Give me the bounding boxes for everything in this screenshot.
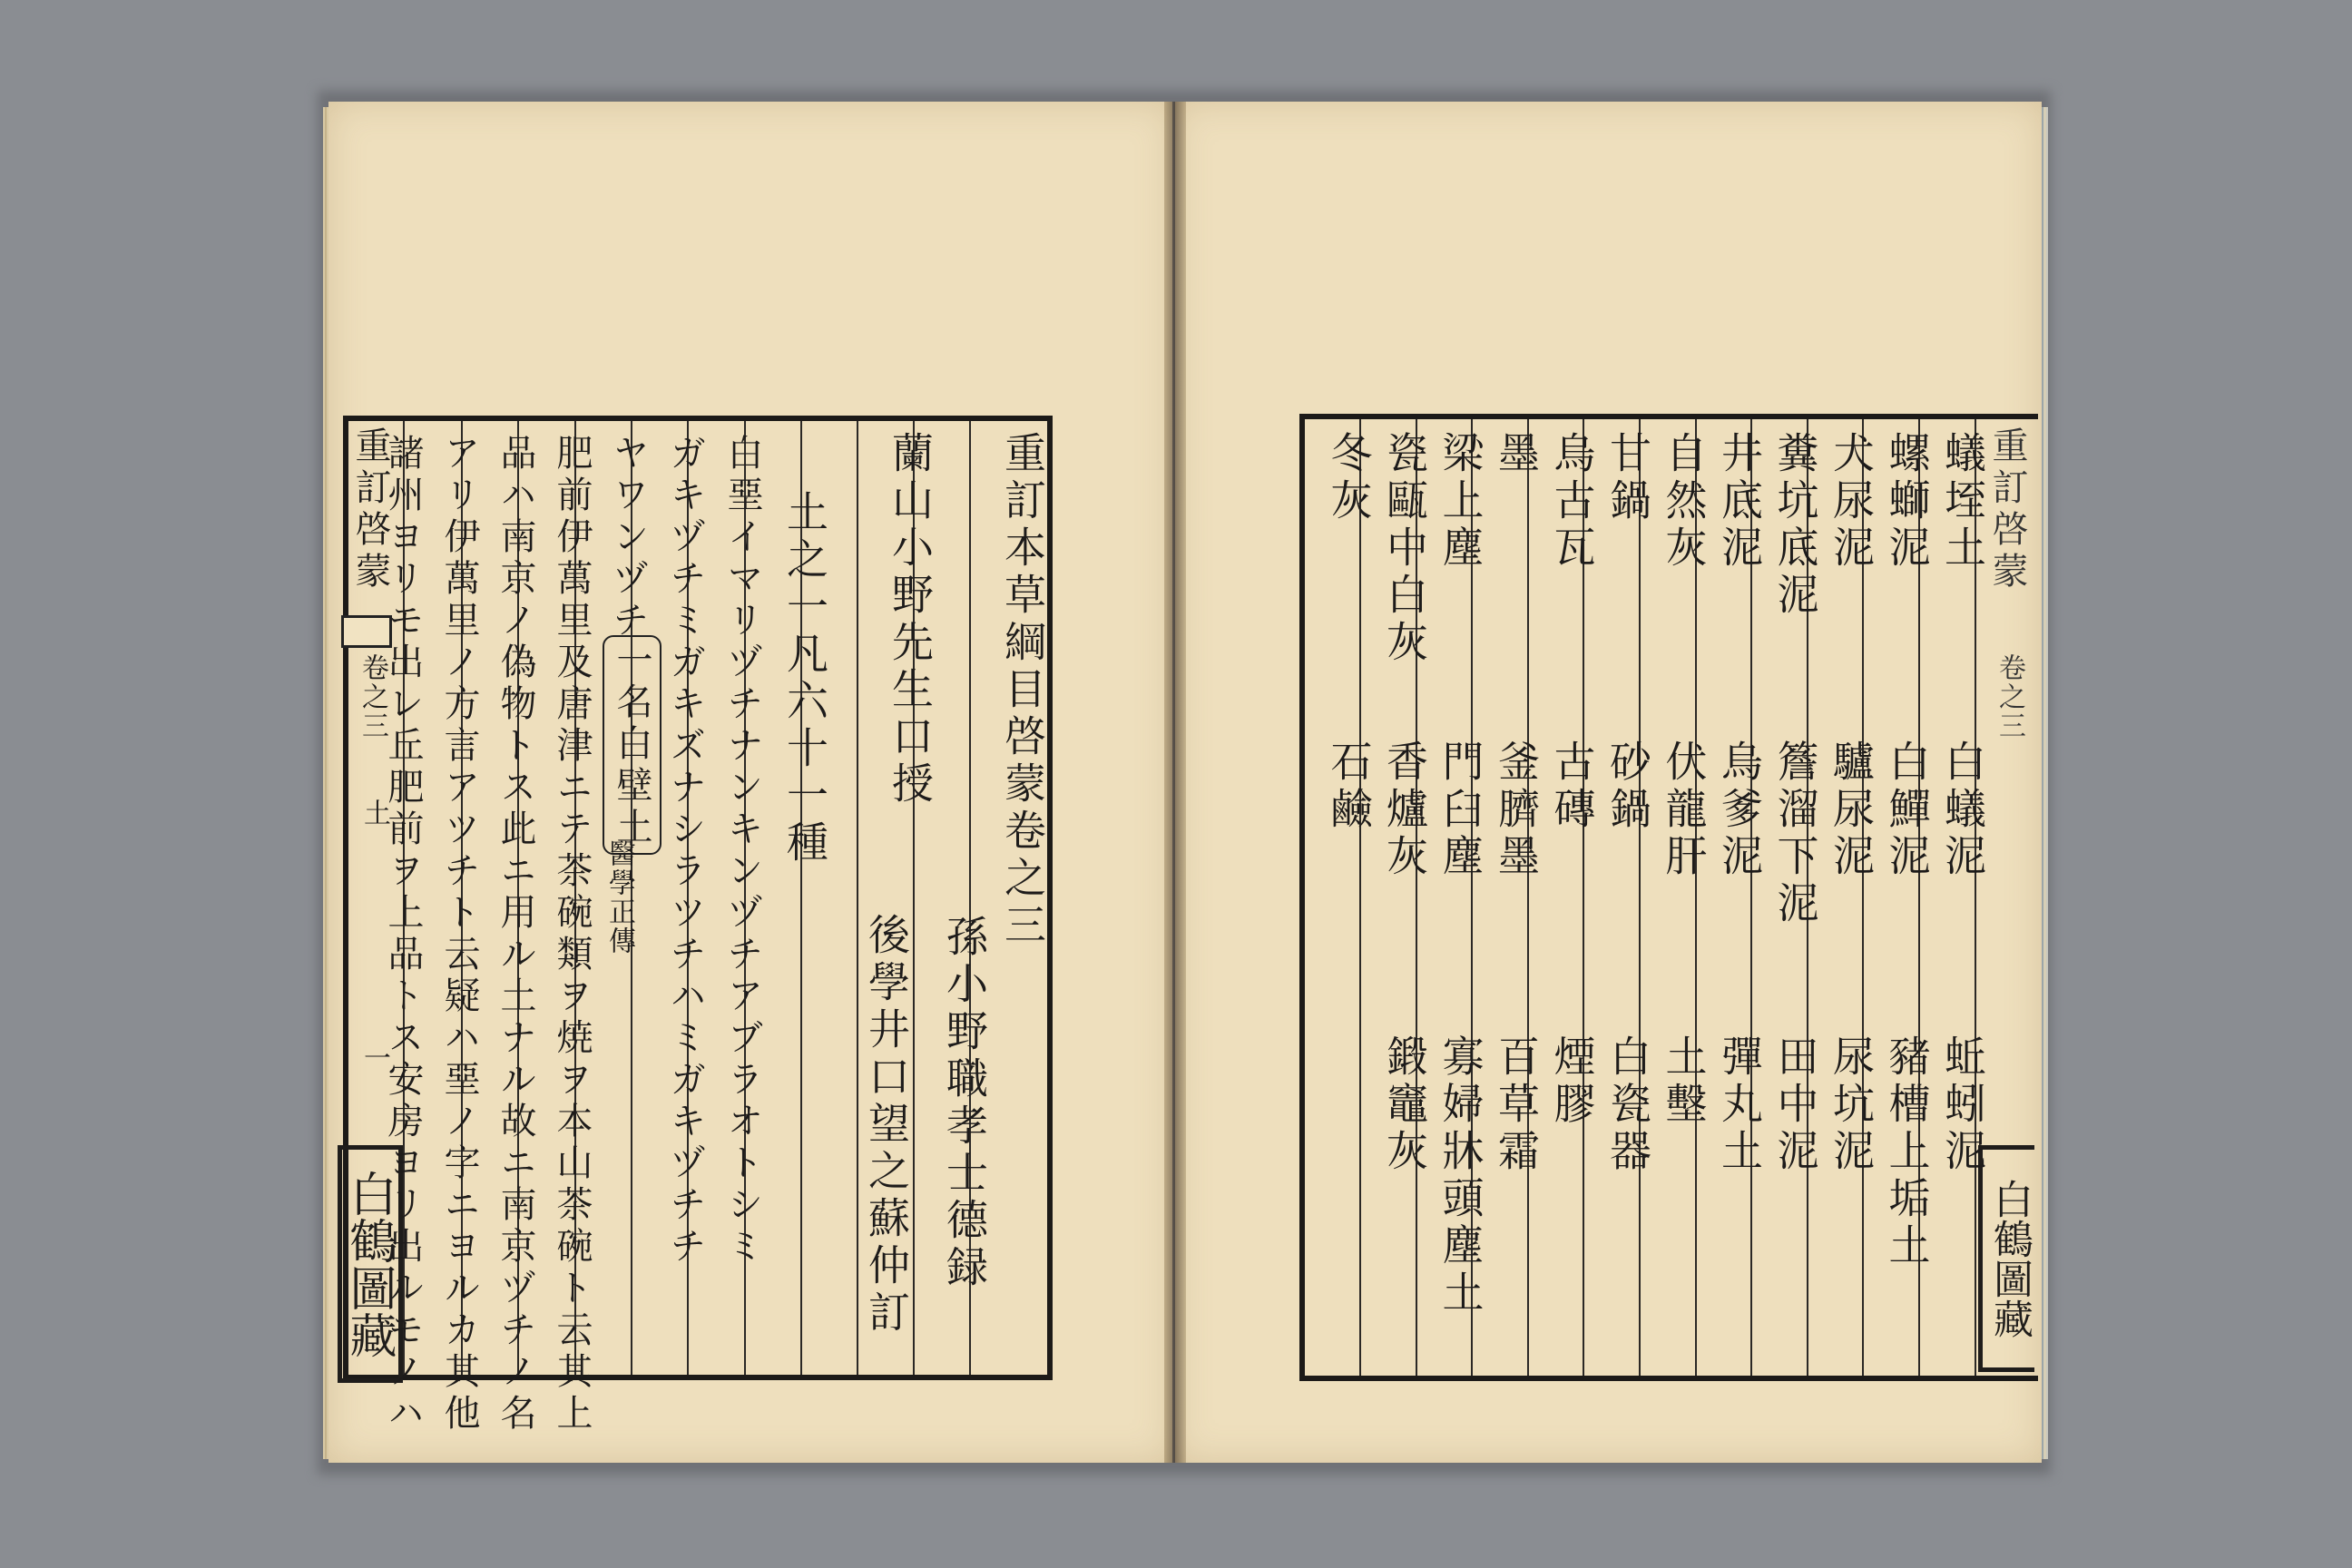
col-rule xyxy=(1359,419,1361,1376)
collection-seal: 白鶴圖藏 xyxy=(338,1145,403,1383)
entry-term: 烏古瓦 xyxy=(1547,431,1597,573)
col-rule xyxy=(1527,419,1529,1376)
entry-term: 釜臍墨 xyxy=(1492,740,1541,881)
entry-term: 田中泥 xyxy=(1770,1034,1820,1176)
entry-term: 煙膠 xyxy=(1547,1034,1597,1129)
entry-term: 古磚 xyxy=(1547,740,1597,834)
right-margin-volume: 卷之三 xyxy=(1994,653,2025,740)
entry-term: 簷溜下泥 xyxy=(1770,740,1820,928)
margin-section: 土 xyxy=(358,799,390,828)
entry-term: 砂鍋 xyxy=(1603,740,1652,834)
alias-box: 一名白壁土 xyxy=(603,635,662,855)
entry-term: 石鹼 xyxy=(1324,740,1374,834)
entry-term: 香爐灰 xyxy=(1380,740,1429,881)
entry-term: 螺螄泥 xyxy=(1882,431,1932,573)
book-gutter xyxy=(1164,102,1186,1463)
entry-term: 犬尿泥 xyxy=(1827,431,1876,573)
entry-term: 蟻垤土 xyxy=(1938,431,1987,573)
margin-volume: 卷之三 xyxy=(357,653,388,740)
entry-term: 白鱓泥 xyxy=(1882,740,1932,881)
source-note: 醫學正傳 xyxy=(603,839,635,956)
text-column: 肥前伊萬里及唐津ニテ茶碗類ヲ焼ヲ本山茶碗ト云其上 xyxy=(551,434,593,1436)
entry-term: 冬灰 xyxy=(1324,431,1374,525)
entry-term: 瓷甌中白灰 xyxy=(1380,431,1429,667)
col-rule xyxy=(1639,419,1641,1376)
margin-folio: 一 xyxy=(358,1044,390,1073)
right-margin-title: 重訂啓蒙 xyxy=(1986,426,2028,593)
recorder-line: 孫小野職孝士德録 xyxy=(940,915,989,1292)
right-collection-seal: 白鶴圖藏 xyxy=(1978,1145,2034,1372)
author-line: 蘭山小野先生口授 xyxy=(886,431,935,808)
margin-title: 重訂啓蒙 xyxy=(349,426,391,593)
text-column: 品ハ南京ノ偽物トス此ニ用ル土ナル故ニ南京ヅチノ名 xyxy=(495,434,536,1436)
text-column: ヤワンヅチ xyxy=(607,434,649,642)
entry-term: 自然灰 xyxy=(1659,431,1709,573)
entry-term: 梁上塵 xyxy=(1436,431,1485,573)
text-column: アリ伊萬里ノ方言アツチト云疑ハ堊ノ字ニヨルカ其他 xyxy=(438,434,480,1436)
entry-term: 驢尿泥 xyxy=(1827,740,1876,881)
entry-term: 門臼塵 xyxy=(1436,740,1485,881)
entry-term: 彈丸土 xyxy=(1715,1034,1764,1176)
entry-term: 百草霜 xyxy=(1492,1034,1541,1176)
bleed-through xyxy=(508,154,558,390)
entry-term: 白瓷器 xyxy=(1603,1034,1652,1176)
entry-term: 墨 xyxy=(1492,431,1541,478)
editor-line: 後學井口望之蘇仲訂 xyxy=(862,913,911,1338)
entry-term: 甘鍋 xyxy=(1603,431,1652,525)
text-column: 白堊イマリヅチナンキンヅチアブラオトシミ xyxy=(721,434,763,1269)
entry-term: 鍛竈灰 xyxy=(1380,1034,1429,1176)
entry-term: 寡婦牀頭塵土 xyxy=(1436,1034,1485,1318)
entry-term: 糞坑底泥 xyxy=(1770,431,1820,620)
entry-term: 白蟻泥 xyxy=(1938,740,1987,881)
text-column: 諸州ヨリモ出レ丘肥前ヲ上品トス安房ヨリ出ルモノハ xyxy=(382,434,424,1436)
entry-term: 烏爹泥 xyxy=(1715,740,1764,881)
entry-term: 尿坑泥 xyxy=(1827,1034,1876,1176)
entry-term: 土墼 xyxy=(1659,1034,1709,1129)
entry-term: 豬槽上垢土 xyxy=(1882,1034,1932,1270)
entry-term: 伏龍肝 xyxy=(1659,740,1709,881)
entry-term: 井底泥 xyxy=(1715,431,1764,573)
entry-term: 蚯蚓泥 xyxy=(1938,1034,1987,1176)
book-title: 重訂本草綱目啓蒙卷之三 xyxy=(998,431,1047,950)
section-heading: 土之一凡六十一種 xyxy=(780,490,829,867)
text-column: ガキヅチミガキズナシラツチハミガキヅチチ xyxy=(664,434,706,1269)
